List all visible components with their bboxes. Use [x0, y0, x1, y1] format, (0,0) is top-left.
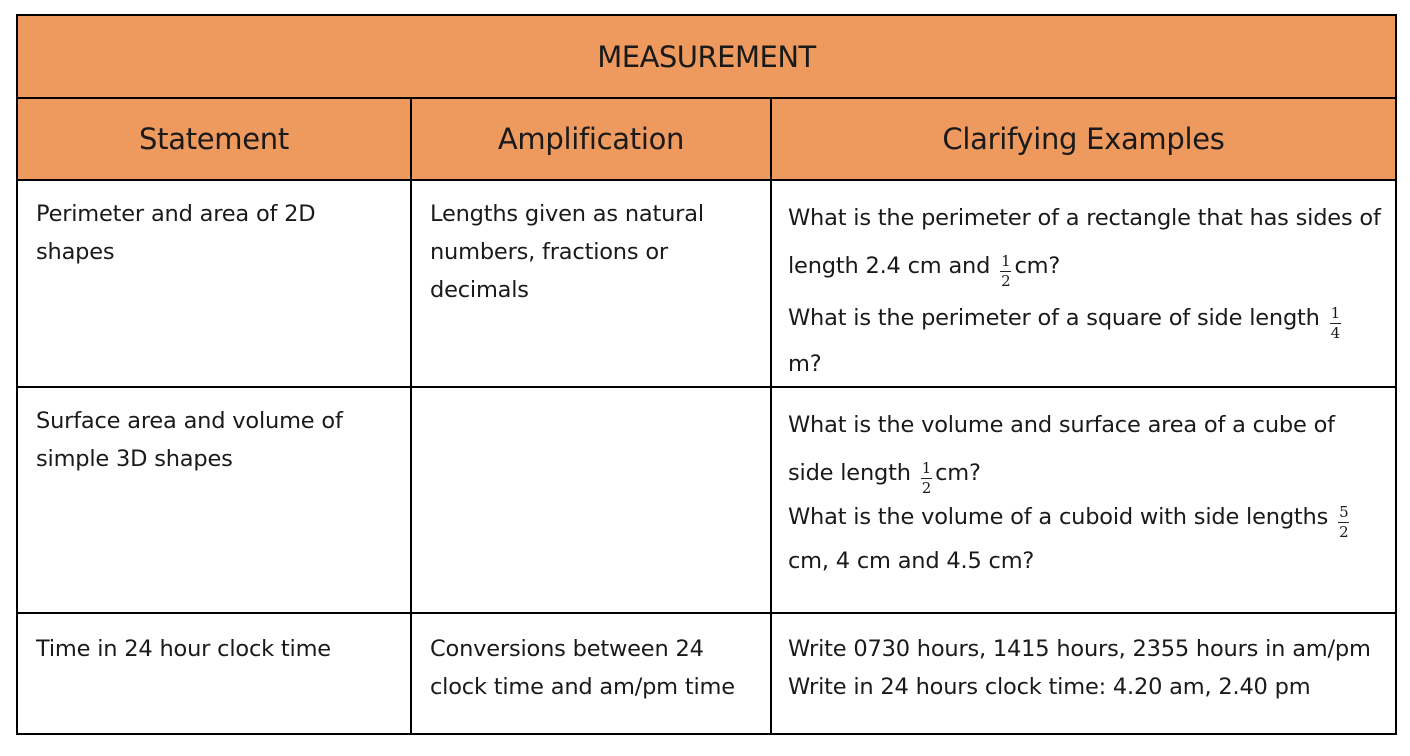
example-text: m? — [788, 351, 822, 377]
table-row — [17, 180, 1396, 387]
amplification-cell: Lengths given as natural numbers, fractions or decimals — [411, 180, 771, 387]
examples-cell: Write 0730 hours, 1415 hours, 2355 hours in am/pm Write in 24 hours clock time: 4.20 am, 2.40 pm — [771, 613, 1396, 734]
example-text: What is the volume of a cuboid with side lengths — [788, 504, 1329, 530]
example-text: What is the volume and surface area of a cube of side length — [788, 412, 1335, 486]
fraction: $\frac{5}{2}$ — [1339, 503, 1349, 541]
fraction: $\frac{1}{2}$ — [921, 459, 932, 497]
amplification-cell: Conversions between 24 clock time and am/pm time — [411, 613, 771, 734]
example-text: cm? — [1014, 253, 1061, 279]
statement-cell: Time in 24 hour clock time — [17, 613, 411, 734]
header-statement: Statement — [17, 98, 411, 180]
statement-cell: Surface area and volume of simple 3D shapes — [17, 387, 411, 613]
table-row — [17, 613, 1396, 734]
example-text: cm? — [935, 460, 981, 486]
header-clarifying-examples: Clarifying Examples — [771, 98, 1396, 180]
examples-cell — [771, 387, 1396, 613]
example-question — [788, 296, 1387, 386]
table-title: MEASUREMENT — [17, 15, 1396, 98]
statement-cell: Perimeter and area of 2D shapes — [17, 180, 411, 387]
fraction: $\frac{1}{4}$ — [1330, 304, 1341, 342]
example-text: What is the perimeter of a rectangle that has sides of length 2.4 cm and — [788, 205, 1381, 279]
fraction: $\frac{1}{2}$ — [1001, 252, 1011, 290]
examples-cell — [771, 180, 1396, 387]
example-question — [788, 194, 1387, 290]
table-row — [17, 387, 1396, 613]
example-text: What is the perimeter of a square of side length — [788, 305, 1320, 331]
header-amplification: Amplification — [411, 98, 771, 180]
amplification-cell — [411, 387, 771, 613]
measurement-table — [16, 14, 1397, 735]
example-question — [788, 401, 1387, 497]
example-question — [788, 497, 1387, 581]
example-text: cm, 4 cm and 4.5 cm? — [788, 548, 1035, 574]
